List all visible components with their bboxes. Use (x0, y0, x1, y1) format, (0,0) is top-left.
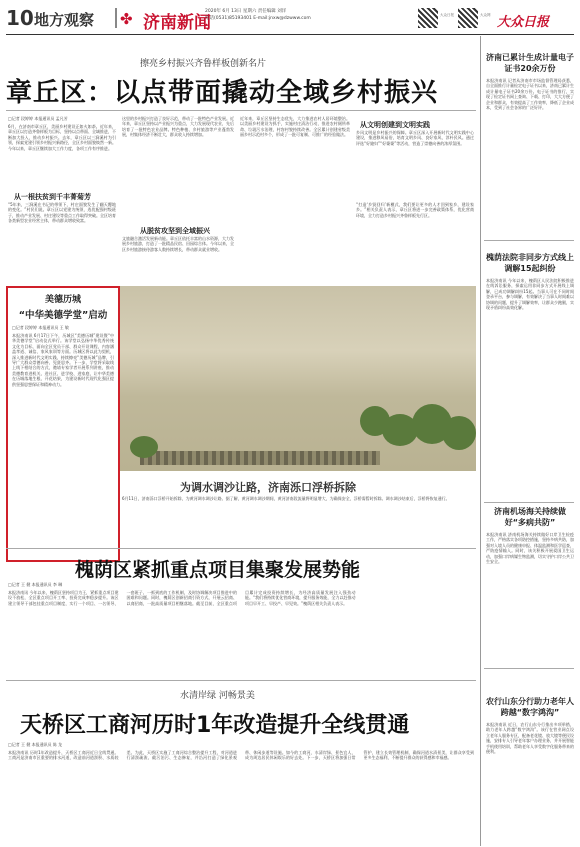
lead-col1: 6月，在济南市章丘区，美丽乡村建设正如火如荼。近年来，章丘区以打造齐鲁样板为目标，坚持以点带面、全域推进，不断加大投入，推动乡村振兴。去年，章丘区以三涧溪村为引领，探索党建引领乡村振兴新路径，全区乡村面貌焕然一新。今年以来，章丘区继续加大工作力度，各项工作有序推进。 (8, 124, 116, 151)
side2-text: 本报济南讯 今年以来，槐荫区人民法院积极推进在线诉讼服务，探索运用非同步方式开展线上调解，已成功调解纠纷15起。当事人可在不同时间登录平台，参与调解，有效解决了当事人时间难以协调的问题，提升了调解效率，让群众少跑腿，实现矛盾纠纷高效化解。 (486, 278, 574, 311)
story3-rule (6, 680, 476, 681)
lead-rule (6, 110, 476, 111)
qr-label: 大众日报 (440, 13, 454, 17)
qr-code-icon (458, 8, 478, 28)
masthead-logo: 大众日报 (497, 15, 550, 30)
photo-text: 6月11日，济南泺口浮桥开始拆除，为黄河调水调沙让路。据了解，黄河调水调沙期间，黄河济南段流量将明显增大，为确保安全，浮桥需暂时拆除。调水调沙结束后，浮桥将恢复通行。 (122, 496, 450, 501)
date-line: 2020年 6月 13日 星期六 责任编辑 刘洋 (205, 9, 287, 14)
box-title: “中华美德学堂”启动 (18, 310, 108, 321)
qr-label: 大众网 (480, 13, 491, 17)
story2-text: 本报济南讯 今年以来，槐荫区坚持项目为王，紧抓重点项目建设不放松，全区重点项目开工率、投资完成率稳步提升。该区建立领导干部包挂重点项目制度，实行一个项目、一名领导、一套班子、一抓到底的工作机制，及时协调解决项目推进中的困难和问题。同时，槐荫区创新招商引资方式，开展云招商、以商招商，一批高质量项目相继落地。截至目前，全区重点项目累计完成投资持续增长，为经济高质量发展注入强劲动能。“我们将持续优化营商环境，提升服务效能，全力以赴推动项目早开工、早投产、早见效。”槐荫区相关负责人表示。 (8, 590, 356, 606)
side-rule (484, 502, 574, 503)
side1-text: 本报济南讯 记者从济南市市场监督管理局获悉，自全面推行计量检定电子证书以来，济南已累计生成计量电子证书20余万份。电子证书的推行，实现了检定证书网上查询、下载、打印，大大方便了企业和群众，有效提高了工作效率，降低了企业成本，受到了社会各界的广泛好评。 (486, 78, 574, 111)
photo-caption: 为调水调沙让路，济南泺口浮桥拆除 (180, 481, 356, 494)
story3-byline: □记者 王 健 本报通讯员 陈 龙 (8, 742, 63, 747)
box-body: 本报济南讯 6月17日下午，历城区“美德历城”建设暨“中华美德学堂”启动仪式举行。该学堂以弘扬中华优秀传统文化为目标，面向全区党员干部、群众开设课程，内容涵盖孝道、诚信、家风家训等方面。历城区将以此为契机，深入推进新时代文明实践，持续擦亮“美德历城”品牌，引导广大群众崇德向善、见贤思齐。下一步，学堂将采取线上线下相结合的方式，邀请专家学者开展系列讲座，推动美德教育进机关、进社区、进学校、进家庭，让中华美德在历城落地生根、开花结果，为建设新时代现代化强区提供坚强思想保证和精神动力。 (12, 333, 114, 387)
lead-col2: 这里的乡村振兴打造了良好示范，带动了一批特色产业发展。近年来，章丘区坚持以产业振兴为重点，大力发展现代农业，先后培育了一批特色农业品牌。特色种植、乡村旅游等产业蓬勃发展，村集体经济不断壮大，群众收入持续增加。 (122, 116, 234, 138)
news-photo-river (120, 286, 476, 471)
city-emblem-icon: ✤ (120, 10, 133, 28)
lead-col2b: 文旅融合激活发展新动能。章丘区依托丰富的山水资源，大力发展乡村旅游，打造了一批精品民宿、田园综合体。今年以来，全区乡村旅游接待游客人数持续增长，带动群众就业增收。 (122, 236, 234, 252)
column-brand: 济南新闻 (143, 13, 211, 33)
side4-title: 农行山东分行助力老年人跨越“数字鸿沟” (486, 697, 574, 717)
qr-code-icon (418, 8, 438, 28)
lead-byline: □记者 段婷婷 本报通讯员 孟凡芳 (8, 116, 68, 121)
story3-headline: 天桥区工商河历时1年改造提升全线贯通 (20, 713, 410, 738)
story2-byline: □记者 王 健 本报通讯员 李 琳 (8, 582, 63, 587)
lead-col4: “打造‘乡贤回归’新模式，我们要让更多的人才回到家乡，建设家乡。”相关负责人表示，章丘区将进一步完善政策体系，优化营商环境，全力打造乡村振兴齐鲁样板先行区。 (356, 202, 474, 218)
lead-col1b: “5年来，三涧溪在书记的带领下，村庄面貌发生了翻天覆地的变化。”村民们说。章丘区以党建为统领，选优配强村级班子，推动产业发展、村庄建设等重点工作取得突破。全区培育各类新型农业经营主体，带动群众增收致富。 (8, 202, 116, 224)
lead-subhead-2: 从脱贫攻坚到全域振兴 (140, 227, 210, 235)
story2-rule (6, 548, 476, 549)
story3-text: 本报济南讯 历时1年改造提升，天桥区工商河近日全线贯通。工商河是济南市区重要的排水河道，改造前河道淤积、水质较差。为此，天桥区实施了工商河综合整治提升工程，对河道进行清淤疏浚、截污治污、生态修复，并沿河打造了绿化景观带、休闲步道等设施。如今的工商河，水清岸绿、景色宜人，成为周边居民休闲娱乐的好去处。下一步，天桥区将加强日常管护，建立长效管理机制，确保河道水清景美，让群众享受到更多生态福利，不断提升群众的获得感和幸福感。 (8, 750, 474, 761)
column-divider (480, 36, 481, 846)
story3-kicker: 水清岸绿 河畅景美 (180, 691, 255, 701)
tree-shape (442, 416, 476, 450)
lead-subhead-3: 从文明创建到文明实践 (360, 121, 430, 129)
contact-line: 电话(0531)85193401 E-mail:jnxw@dzwww.com (205, 16, 311, 21)
side-rule (484, 240, 574, 241)
header-meta (205, 8, 311, 22)
lead-headline: 章丘区：以点带面撬动全域乡村振兴 (6, 78, 439, 108)
header-divider (115, 8, 117, 28)
side2-title: 槐荫法院非同步方式线上调解15起纠纷 (486, 253, 574, 273)
pontoon-bridge (140, 451, 380, 465)
side3-text: 本报济南讯 济南机场海关持续做好口岸卫生检疫工作，严格落实各项防控措施，坚持多病共防，加强对入境人员的健康申报、体温监测和医学巡查，严防疫情输入。同时，该关积极开展爱国卫生运动，加强口岸病媒生物监测，切实守护口岸公共卫生安全。 (486, 532, 574, 565)
box-kicker: 美德历城 (44, 295, 81, 305)
page-number: 10 (6, 6, 34, 30)
lead-subhead-1: 从一根扶贫到千丰菁菊芳 (14, 193, 91, 201)
tree-shape (130, 436, 158, 458)
lead-col3b: 乡风文明是乡村振兴的保障。章丘区深入开展新时代文明实践中心建设，推进移风易俗，培育文明乡风、良好家风、淳朴民风。通过评选“好媳妇”“好婆婆”等活动，营造了崇德向善的浓厚氛围。 (356, 130, 474, 146)
section-name: 地方观察 (34, 11, 95, 29)
lead-kicker: 擦亮乡村振兴齐鲁样板创新名片 (140, 59, 267, 69)
story2-headline: 槐荫区紧抓重点项目集聚发展势能 (75, 559, 361, 581)
feature-box (6, 286, 120, 562)
side1-title: 济南已累计生成计量电子证书20余万份 (486, 53, 574, 73)
box-byline: □记者 段婷婷 本报通讯员 王 敏 (12, 325, 69, 330)
lead-col3: 近年来，章丘区坚持生态优先，大力推进农村人居环境整治。以美丽乡村建设为抓手，实施村庄清洁行动，推进农村厕所革命、垃圾污水治理，村容村貌持续改善。全区累计创建省级美丽乡村示范村多个，形成了一批可复制、可推广的经验做法。 (240, 116, 350, 138)
side4-text: 本报济南讯 近日，农行山东分行推出多项举措，助力老年人跨越“数字鸿沟”。该行在营业网点设立老年人服务专区，配备老花镜、放大镜等便民设施，安排专人引导老年客户办理业务，并开展智能手机使用培训，帮助老年人享受数字化服务带来的便利。 (486, 722, 574, 755)
side3-title: 济南机场海关持续做好“多病共防” (494, 507, 566, 527)
side-rule (484, 668, 574, 669)
header-rule (6, 34, 574, 35)
